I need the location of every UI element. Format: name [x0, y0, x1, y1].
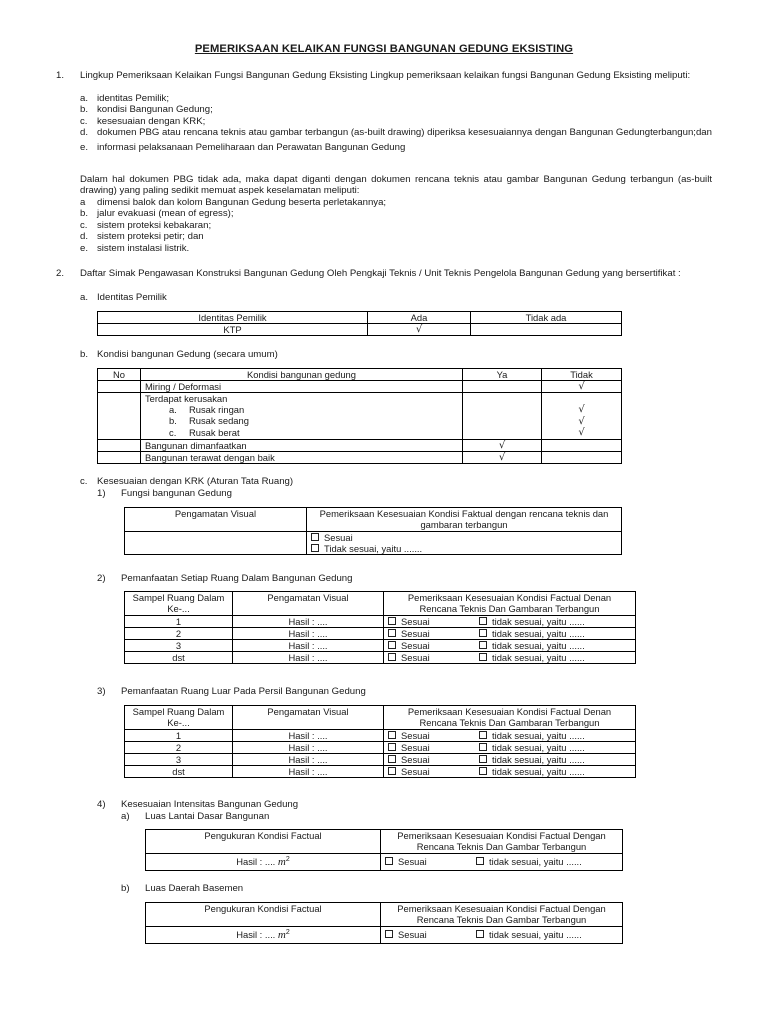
check-mark: √ [578, 404, 585, 416]
list-text: sistem instalasi listrik. [97, 242, 190, 254]
checkbox-icon[interactable] [479, 629, 487, 637]
list-item [80, 243, 720, 254]
list-item [80, 197, 720, 208]
table-header: No [98, 369, 141, 381]
checkbox-icon[interactable] [388, 629, 396, 637]
table-header-row [125, 508, 622, 532]
table-row [98, 451, 622, 463]
checkbox-icon[interactable] [476, 857, 484, 865]
table-header: Pemeriksaan Kesesuaian Kondisi Factual Denan Rencana Teknis Dan Gambaran Terbangun [384, 706, 636, 730]
table-header-row [98, 312, 622, 324]
kondisi-bangunan-table [97, 368, 622, 464]
item-4-title: Kesesuaian Intensitas Bangunan Gedung [121, 799, 299, 810]
list-text: informasi pelaksanaan Pemeliharaan dan Perawatan Bangunan Gedung [97, 141, 406, 153]
check-mark: √ [368, 324, 471, 336]
table-cell [141, 393, 463, 440]
table-header: Pengukuran Kondisi Factual [146, 830, 381, 854]
page-title: PEMERIKSAAN KELAIKAN FUNGSI BANGUNAN GEDUNG EKSISTING [194, 43, 574, 55]
list-letter: e. [80, 242, 89, 254]
checkbox-icon[interactable] [476, 930, 484, 938]
checkbox-icon[interactable] [311, 533, 319, 541]
item-2-title: Pemanfaatan Setiap Ruang Dalam Bangunan Gedung [121, 573, 353, 584]
sub-letter: a. [169, 404, 177, 415]
item-1-number: 1) [97, 488, 106, 499]
subsection-a-letter: a. [80, 292, 89, 303]
list-item [80, 220, 720, 231]
table-header-row [146, 830, 623, 854]
list-letter: d. [80, 127, 89, 139]
kerusakan-title: Terdapat kerusakan [145, 393, 228, 404]
table-row: 3 Hasil : .... Sesuai tidak sesuai, yaitu ...... [125, 754, 636, 766]
subsection-c-title: Kesesuaian dengan KRK (Aturan Tata Ruang) [97, 476, 294, 487]
item-4a-title: Luas Lantai Dasar Bangunan [145, 811, 270, 822]
section-1-list [80, 93, 720, 153]
section-1-aspect-list [80, 197, 720, 254]
table-row: 1 Hasil : .... Sesuai tidak sesuai, yaitu ...... [125, 616, 636, 628]
item-4b-label: b) [121, 883, 130, 894]
sub-letter: b. [169, 415, 177, 427]
list-letter: d. [80, 231, 89, 243]
table-row [98, 324, 622, 336]
checkbox-icon[interactable] [311, 544, 319, 552]
section-1-paragraph: Dalam hal dokumen PBG tidak ada, maka dapat diganti dengan dokumen rencana teknis atau gambar Bangunan Gedung terbangun (as-built drawing) yang paling sedikit memuat aspek keselamatan meliputi: [80, 174, 712, 197]
table-cell: Bangunan dimanfaatkan [141, 439, 463, 451]
section-1-intro: Lingkup Pemeriksaan Kelaikan Fungsi Bangunan Gedung Eksisting Lingkup pemeriksaan kelaikan fungsi Bangunan Gedung Eksisting meliputi: [80, 70, 691, 81]
list-letter: a. [80, 93, 89, 104]
table-header: Pengukuran Kondisi Factual [146, 903, 381, 927]
section-2-intro: Daftar Simak Pengawasan Konstruksi Bangunan Gedung Oleh Pengkaji Teknis / Unit Teknis Pengelola Bangunan Gedung yang bersertifikat : [80, 268, 681, 279]
checkbox-icon[interactable] [479, 641, 487, 649]
table-header: Pemeriksaan Kesesuaian Kondisi Faktual dengan rencana teknis dan gambaran terbangun [307, 508, 622, 532]
checkbox-icon[interactable] [479, 731, 487, 739]
table-header-row [98, 369, 622, 381]
checkbox-icon[interactable] [479, 743, 487, 751]
checkbox-icon[interactable] [388, 731, 396, 739]
table-row: dst Hasil : .... Sesuai tidak sesuai, yaitu ...... [125, 766, 636, 778]
item-1-title: Fungsi bangunan Gedung [121, 488, 232, 499]
table-row: 2 Hasil : .... Sesuai tidak sesuai, yaitu ...... [125, 628, 636, 640]
table-header: Identitas Pemilik [98, 312, 368, 324]
luas-basemen-table [145, 902, 623, 944]
checkbox-icon[interactable] [388, 767, 396, 775]
list-item [80, 142, 720, 153]
table-header: Pemeriksaan Kesesuaian Kondisi Factual Dengan Rencana Teknis Dan Gambar Terbangun [381, 830, 623, 854]
table-row [98, 439, 622, 451]
item-4b-title: Luas Daerah Basemen [145, 883, 244, 894]
table-header: Pemeriksaan Kesesuaian Kondisi Factual Dengan Rencana Teknis Dan Gambar Terbangun [381, 903, 623, 927]
table-row: dst Hasil : .... Sesuai tidak sesuai, yaitu ...... [125, 652, 636, 664]
ruang-dalam-table [124, 591, 636, 664]
table-cell: KTP [98, 324, 368, 336]
list-item [80, 104, 720, 115]
table-header-row [125, 592, 636, 616]
table-header-row [146, 903, 623, 927]
check-mark: √ [542, 381, 622, 393]
list-letter: e. [80, 141, 89, 153]
table-header: Sampel Ruang Dalam Ke-... [125, 592, 233, 616]
table-header: Tidak ada [471, 312, 622, 324]
item-2-number: 2) [97, 573, 106, 584]
list-text: jalur evakuasi (mean of egress); [97, 208, 234, 220]
table-header: Pengamatan Visual [125, 508, 307, 532]
check-mark: √ [578, 427, 585, 439]
list-letter: a [80, 197, 86, 208]
subsection-b-title: Kondisi bangunan Gedung (secara umum) [97, 349, 278, 360]
table-header: Tidak [542, 369, 622, 381]
checkbox-icon[interactable] [388, 653, 396, 661]
list-item [80, 93, 720, 104]
list-text: kondisi Bangunan Gedung; [97, 104, 213, 116]
list-text: dimensi balok dan kolom Bangunan Gedung beserta perletakannya; [97, 197, 387, 208]
options-cell [307, 532, 622, 555]
list-item [80, 208, 720, 219]
ruang-luar-table [124, 705, 636, 778]
table-header: Sampel Ruang Dalam Ke-... [125, 706, 233, 730]
subsection-b-letter: b. [80, 349, 89, 360]
table-header: Kondisi bangunan gedung [141, 369, 463, 381]
list-letter: c. [80, 115, 88, 127]
luas-lantai-table [145, 829, 623, 871]
table-cell: Miring / Deformasi [141, 381, 463, 393]
list-text: sistem proteksi petir; dan [97, 231, 204, 243]
table-header-row [125, 706, 636, 730]
checkbox-icon[interactable] [479, 653, 487, 661]
option-sesuai: Sesuai [311, 532, 617, 543]
table-row [125, 532, 622, 555]
checkbox-icon[interactable] [479, 767, 487, 775]
identitas-pemilik-table [97, 311, 622, 336]
list-letter: b. [80, 104, 89, 116]
checkbox-icon[interactable] [479, 617, 487, 625]
table-header: Pemeriksaan Kesesuaian Kondisi Factual Denan Rencana Teknis Dan Gambaran Terbangun [384, 592, 636, 616]
checkbox-icon[interactable] [388, 641, 396, 649]
table-row: 1 Hasil : .... Sesuai tidak sesuai, yaitu ...... [125, 730, 636, 742]
table-row: Hasil : .... $m^2$ Sesuai tidak sesuai, yaitu ...... [146, 927, 623, 944]
check-mark: √ [463, 439, 542, 451]
table-row [98, 393, 622, 440]
list-item [80, 116, 720, 127]
table-row: 2 Hasil : .... Sesuai tidak sesuai, yaitu ...... [125, 742, 636, 754]
item-4a-label: a) [121, 811, 130, 822]
fungsi-bangunan-table [124, 507, 622, 555]
table-row [98, 381, 622, 393]
table-header: Ada [368, 312, 471, 324]
table-header: Pengamatan Visual [233, 706, 384, 730]
list-text: dokumen PBG atau rencana teknis atau gambar terbangun (as-built drawing) diperiksa kesesuaiannya dengan Bangunan Gedungterbangun;dan [97, 127, 712, 139]
checkbox-icon[interactable] [388, 755, 396, 763]
item-3-number: 3) [97, 686, 106, 697]
table-header: Ya [463, 369, 542, 381]
checkbox-icon[interactable] [385, 930, 393, 938]
list-text: identitas Pemilik; [97, 93, 169, 104]
section-1-number: 1. [56, 70, 65, 81]
checkbox-icon[interactable] [388, 743, 396, 751]
subsection-c-letter: c. [80, 476, 88, 487]
checkbox-icon[interactable] [479, 755, 487, 763]
item-4-number: 4) [97, 799, 106, 810]
check-mark: √ [578, 415, 585, 427]
section-2-number: 2. [56, 268, 65, 279]
check-mark: √ [463, 451, 542, 463]
table-cell: Bangunan terawat dengan baik [141, 451, 463, 463]
list-item [80, 231, 720, 242]
sub-text: Rusak sedang [189, 415, 249, 427]
table-row: Hasil : .... $m^2$ Sesuai tidak sesuai, yaitu ...... [146, 854, 623, 871]
item-3-title: Pemanfaatan Ruang Luar Pada Persil Bangunan Gedung [121, 686, 366, 697]
list-letter: c. [80, 219, 88, 231]
table-cell [471, 324, 622, 336]
table-row: 3 Hasil : .... Sesuai tidak sesuai, yaitu ...... [125, 640, 636, 652]
list-letter: b. [80, 208, 89, 220]
list-item [80, 127, 720, 138]
sub-letter: c. [169, 426, 177, 438]
list-text: kesesuaian dengan KRK; [97, 115, 206, 127]
sub-text: Rusak ringan [189, 404, 245, 415]
subsection-a-title: Identitas Pemilik [97, 292, 167, 303]
sub-text: Rusak berat [189, 426, 240, 438]
table-header: Pengamatan Visual [233, 592, 384, 616]
checkbox-icon[interactable] [385, 857, 393, 865]
option-tidak-sesuai: Tidak sesuai, yaitu ....... [311, 543, 617, 554]
checkbox-icon[interactable] [388, 617, 396, 625]
list-text: sistem proteksi kebakaran; [97, 219, 212, 231]
